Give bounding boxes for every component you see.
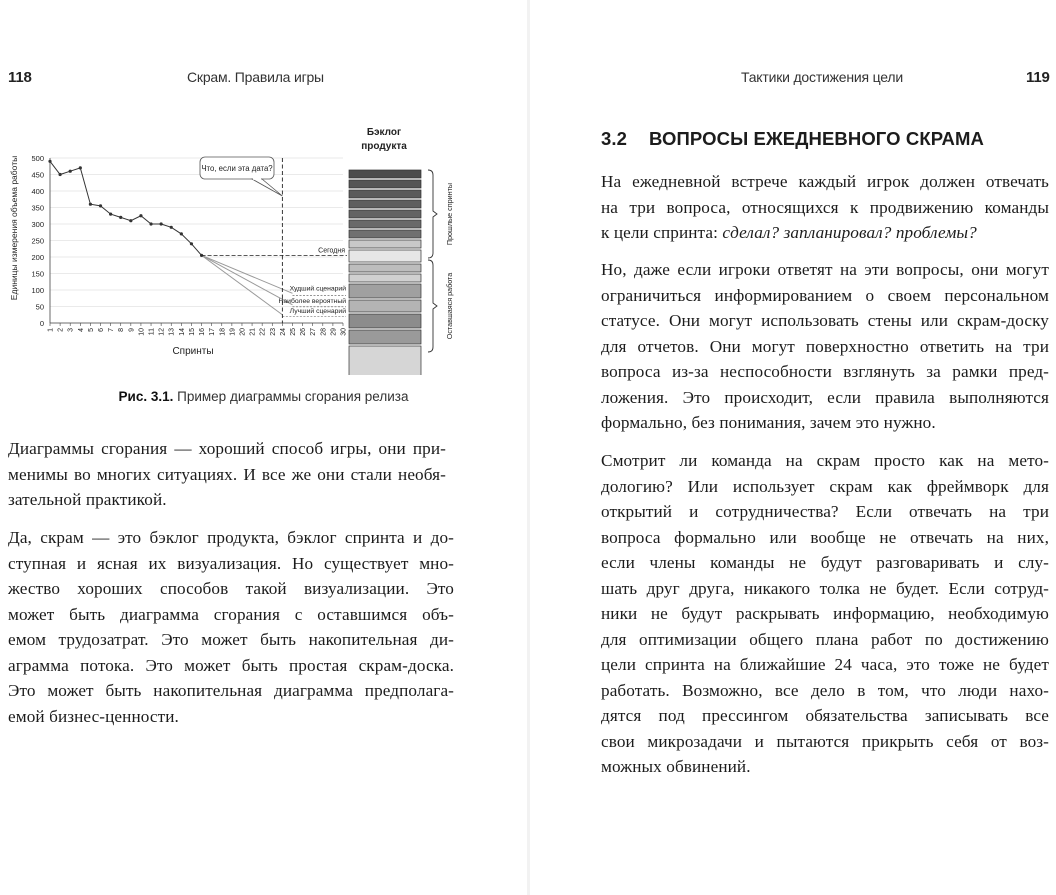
bracket-label-done: Прошлые спринты [445,182,454,246]
x-tick-label: 25 [289,328,297,336]
data-point [48,160,51,163]
text-line: может быть диаграмма сгорания с оставшимся объ- [8,604,454,624]
running-head: Тактики достижения цели [741,69,903,85]
y-tick-label: 250 [31,236,44,246]
right-paragraph-2 [601,257,1049,436]
x-tick-label: 11 [148,328,156,336]
projection-label: Худший сценарий [289,285,346,293]
section-title: ВОПРОСЫ ЕЖЕДНЕВНОГО СКРАМА [649,128,984,149]
y-tick-labels [31,154,44,328]
text-line: ложения. Это происходит, если правила выполняются [601,387,1049,407]
today-label: Сегодня [318,247,345,255]
backlog-block [349,250,421,262]
data-point [180,232,183,235]
data-point [59,173,62,176]
x-tick-label: 14 [178,328,186,336]
data-point [190,242,193,245]
text-line: открытий и сотрудничества? Если отвечать на три [601,502,1049,521]
x-tick-label: 16 [199,328,207,336]
x-tick-label: 30 [340,328,348,336]
y-tick-label: 200 [31,253,44,262]
backlog-block [349,274,421,282]
x-tick-label: 12 [158,328,166,336]
projection-line [202,255,293,293]
projection-line [202,255,283,314]
data-point [160,222,163,225]
text-line: жество хороших способов такой визуализации. Это [8,579,454,598]
backlog-block [349,284,421,298]
text-line [601,220,1049,246]
page-number: 118 [8,69,32,86]
data-point [170,226,173,229]
backlog-block [349,200,421,208]
done-bracket [428,170,437,258]
x-tick-label: 18 [219,328,227,336]
text-line: вопроса формально или вообще не отвечать на них, [601,527,1049,547]
text-line: ступная и ясная их визуализация. Но существует мно- [8,553,454,573]
x-tick-label: 24 [279,328,287,336]
x-tick-label: 22 [259,328,267,336]
text-line: менимы во многих ситуациях. И все же они стали необя- [8,464,446,484]
text-line: для отчетов. Они могут поверхностно ответить на три [601,336,1049,356]
y-tick-label: 400 [31,187,44,196]
left-page [0,0,527,895]
y-tick-label: 50 [35,302,44,312]
product-backlog-stack [349,170,454,375]
text-line: ники не будут раскрывать информацию, необходимую [601,604,1049,623]
burndown-chart [0,120,527,375]
x-tick-label: 27 [310,328,318,336]
backlog-block [349,314,421,328]
x-tick-label: 8 [118,328,126,332]
data-point [89,203,92,206]
text-line: аграмма потока. Это может быть простая скрам-доска. [8,655,454,675]
backlog-block [349,210,421,218]
data-point [149,222,152,225]
figure-caption-label: Рис. 3.1. [118,389,174,404]
bracket-label-remaining: Оставшаяся работа [445,272,454,340]
right-paragraph-3 [601,448,1049,780]
x-tick-label: 3 [67,328,75,332]
left-paragraph-2 [8,525,454,729]
text-line: Это может быть накопительная диаграмма предполага- [8,681,454,700]
backlog-block [349,190,421,198]
remaining-bracket [428,260,437,352]
text-line: если члены команды не будут разговаривать и слу- [601,553,1049,572]
left-paragraph-1 [8,436,446,513]
text-line: емом трудозатрат. Это может быть накопительная ди- [8,630,454,649]
x-tick-labels [48,323,348,336]
section-number: 3.2 [601,128,628,149]
text-line: дятся под прессингом обязательства записывать все [601,706,1049,725]
projection-label: Лучший сценарий [289,307,346,315]
figure-caption-text: Пример диаграммы сгорания релиза [177,389,409,404]
backlog-block [349,264,421,272]
text-line: Да, скрам — это бэклог продукта, бэклог спринта и до- [8,528,454,547]
x-tick-label: 26 [300,328,308,336]
callout-text: Что, если эта дата? [201,164,273,173]
y-tick-label: 350 [31,203,44,213]
running-head: Скрам. Правила игры [187,69,324,85]
y-tick-label: 500 [31,154,44,163]
callout-pointer [252,179,282,196]
text-line: на три вопроса, относящихся к продвижению команды [601,197,1049,217]
x-tick-label: 13 [168,328,176,336]
backlog-block [349,300,421,312]
backlog-block [349,230,421,238]
y-tick-label: 100 [31,286,44,295]
backlog-block [349,170,421,178]
right-paragraph-1 [601,169,1049,246]
backlog-block [349,180,421,188]
backlog-block [349,240,421,248]
x-tick-label: 10 [138,328,146,336]
text-line: можных обвинений. [601,757,751,776]
projection-lines [202,255,347,316]
text-line: свои микрозадачи и пытаются прикрыть себя от воз- [601,731,1049,751]
text-line: работать. Возможно, все дело в том, что люди нахо- [601,680,1049,700]
backlog-title-line1: Бэклог [366,127,402,138]
x-tick-label: 19 [229,328,237,336]
text-line: цели спринта на ближайшие 24 часа, это тоже не будет [601,655,1049,674]
text-line: Но, даже если игроки ответят на эти вопросы, они могут [601,260,1049,279]
text-line: статусе. Они могут использовать стены или скрам-доску [601,311,1049,330]
backlog-block [349,330,421,344]
text-line: зательной практикой. [8,490,167,509]
x-axis-label: Спринты [172,346,214,357]
projection-label: Наиболее вероятный [278,297,346,305]
x-tick-label: 29 [330,328,338,336]
y-axis-label: Единицы измерения объема работы [9,155,19,301]
x-tick-label: 20 [239,328,247,336]
text-line: Смотрит ли команда на скрам просто как на мето- [601,451,1049,470]
section-heading [601,128,984,150]
x-tick-label: 6 [98,328,106,332]
backlog-title-line2: продукта [361,141,407,152]
y-tick-label: 0 [39,319,44,328]
text-line: дологию? Или использует скрам как фреймворк для [601,476,1049,496]
backlog-block [349,220,421,228]
data-point [69,170,72,173]
text-run: к цели спринта: [601,223,723,242]
data-point [139,214,142,217]
y-tick-label: 300 [31,220,44,229]
backlog-block [349,346,421,375]
data-point [119,216,122,219]
data-point [79,166,82,169]
text-line: вопроса из-за неспособности взглянуть за рамки пред- [601,362,1049,381]
right-page [530,0,1056,895]
x-tick-label: 23 [269,328,277,336]
burndown-line [50,161,202,255]
text-line: емой бизнес-ценности. [8,706,179,726]
x-tick-label: 1 [47,328,55,332]
x-tick-label: 2 [57,328,65,332]
figure-caption [0,389,527,404]
data-point [99,204,102,207]
text-line: для оптимизации общего плана работ по достижению [601,629,1049,649]
text-line: На ежедневной встрече каждый игрок должен отвечать [601,172,1049,191]
data-point [109,213,112,216]
emphasized-text: сделал? запланировал? проблемы? [722,223,977,242]
page-number: 119 [1026,69,1050,86]
text-line: Диаграммы сгорания — хороший способ игры, они при- [8,439,446,458]
x-tick-label: 7 [108,328,116,332]
x-tick-label: 17 [209,328,217,336]
x-tick-label: 9 [128,328,136,332]
y-tick-label: 450 [31,170,44,180]
y-tick-label: 150 [31,269,44,279]
x-tick-label: 21 [249,328,257,336]
data-point [129,219,132,222]
x-tick-label: 15 [188,328,196,336]
text-line: шать друг друга, никакого толка не будет. Если сотруд- [601,578,1049,598]
x-tick-label: 28 [320,328,328,336]
text-line: ограничиться информированием о своем персональном [601,285,1049,305]
x-tick-label: 5 [87,328,95,332]
text-line: формально, без понимания, зачем это нужно. [601,413,936,432]
x-tick-label: 4 [77,328,85,332]
